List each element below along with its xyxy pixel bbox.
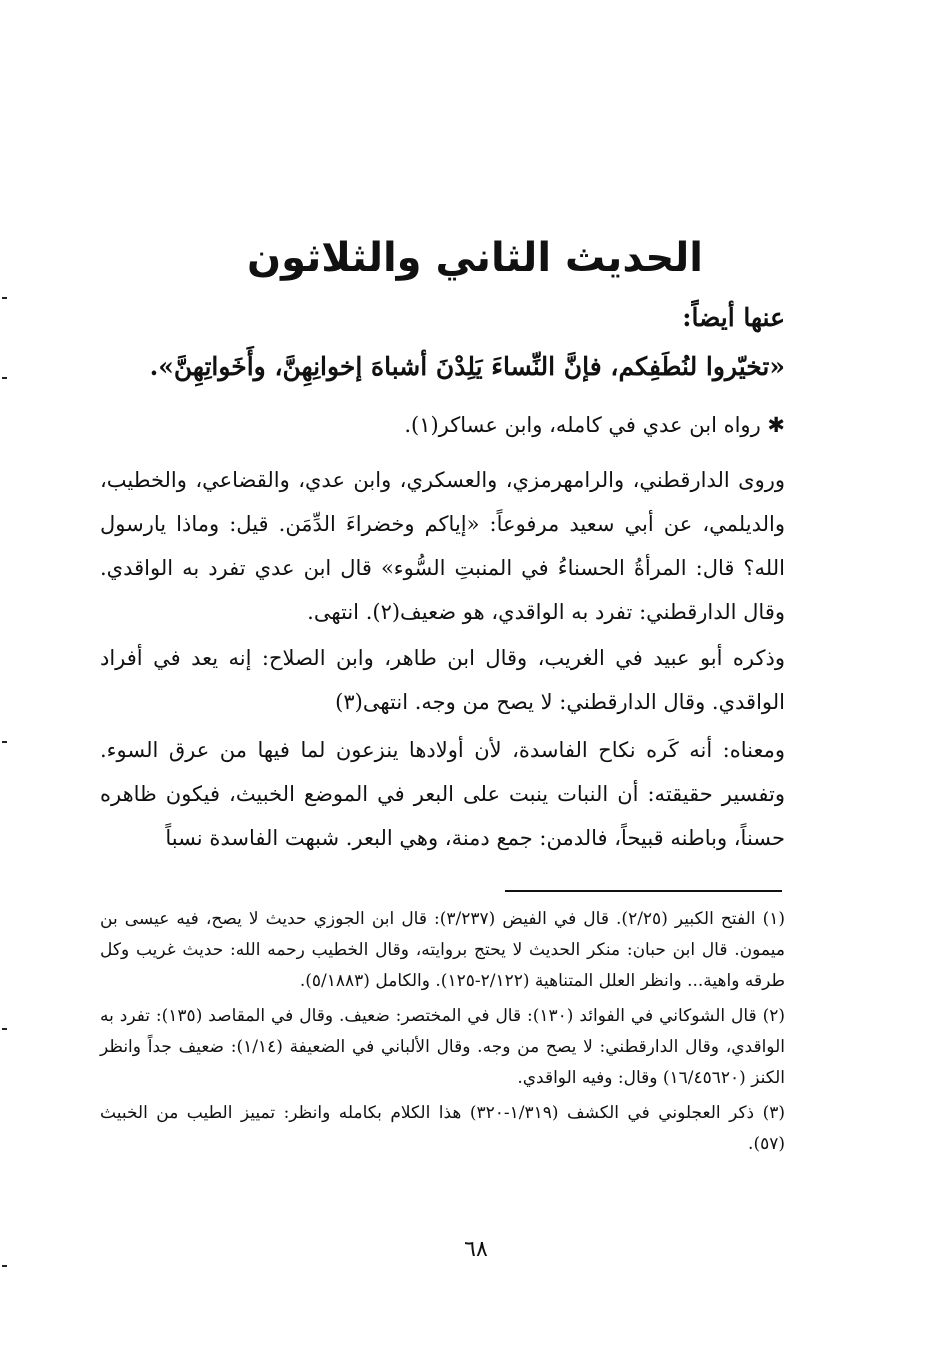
footnote-3: (٣) ذكر العجلوني في الكشف (١/٣١٩-٣٢٠) هذا الكلام بكامله وانظر: تمييز الطيب من الخبيث (٥٧).	[100, 1103, 785, 1154]
footnote-2: (٢) قال الشوكاني في الفوائد (١٣٠): قال في المختصر: ضعيف. وقال في المقاصد (١٣٥): تفرد به الواقدي، وقال الدارقطني: لا يصح من وجه. وقال الألباني في الضعيفة (١/١٤): ضعيف جداً وانظر الكنز (١٦/٤٥٦٢٠) وقال: وفيه الواقدي.	[100, 1006, 785, 1088]
body-paragraph: وروى الدارقطني، والرامهرمزي، والعسكري، وابن عدي، والقضاعي، والخطيب، والديلمي، عن أبي سعيد مرفوعاً: «إياكم وخضراءَ الدِّمَن. قيل: وماذا يارسول الله؟ قال: المرأةُ الحسناءُ في المنبتِ السُّوء» قال ابن عدي تفرد به الواقدي. وقال الدارقطني: تفرد به الواقدي، هو ضعيف(٢). انتهى.	[100, 468, 785, 624]
margin-mark	[2, 377, 7, 379]
footnote-divider	[505, 890, 782, 892]
page-number: ٦٨	[464, 1237, 488, 1262]
footnotes-list	[100, 904, 785, 1164]
margin-mark	[2, 1265, 7, 1267]
footnote-1: (١) الفتح الكبير (٢/٢٥). قال في الفيض (٣/٢٣٧): قال ابن الجوزي حديث لا يصح، فيه عيسى بن ميمون. قال ابن حبان: منكر الحديث لا يحتج بروايته، وقال الخطيب رحمه الله: حديث غريب وكل طرقه واهية... وانظر العلل المتناهية (٢/١٢٢-١٢٥). والكامل (٥/١٨٨٣).	[100, 909, 785, 991]
narration-note: ✱ رواه ابن عدي في كامله، وابن عساكر(١).	[404, 413, 785, 437]
hadith-text: «تخيّروا لنُطَفِكم، فإنَّ النِّساءَ يَلِدْنَ أشباهَ إخوانِهِنَّ، وأَخَواتِهِنَّ».	[149, 352, 785, 381]
page-title: الحديث الثاني والثلاثون	[247, 235, 703, 281]
body-paragraph: ومعناه: أنه كَره نكاح الفاسدة، لأن أولادها ينزعون لما فيها من عرق السوء. وتفسير حقيقته: أن النبات ينبت على البعر في الموضع الخبيث، فيكون ظاهره حسناً، وباطنه قبيحاً، فالدمن: جمع دمنة، وهي البعر. شبهت الفاسدة نسباً	[100, 738, 785, 850]
margin-mark	[2, 297, 7, 299]
intro-line: عنها أيضاً:	[682, 303, 785, 332]
body-paragraph: وذكره أبو عبيد في الغريب، وقال ابن طاهر، وابن الصلاح: إنه يعد في أفراد الواقدي. وقال الدارقطني: لا يصح من وجه. انتهى(٣)	[100, 646, 785, 714]
margin-mark	[2, 741, 7, 743]
margin-mark	[2, 1028, 7, 1030]
